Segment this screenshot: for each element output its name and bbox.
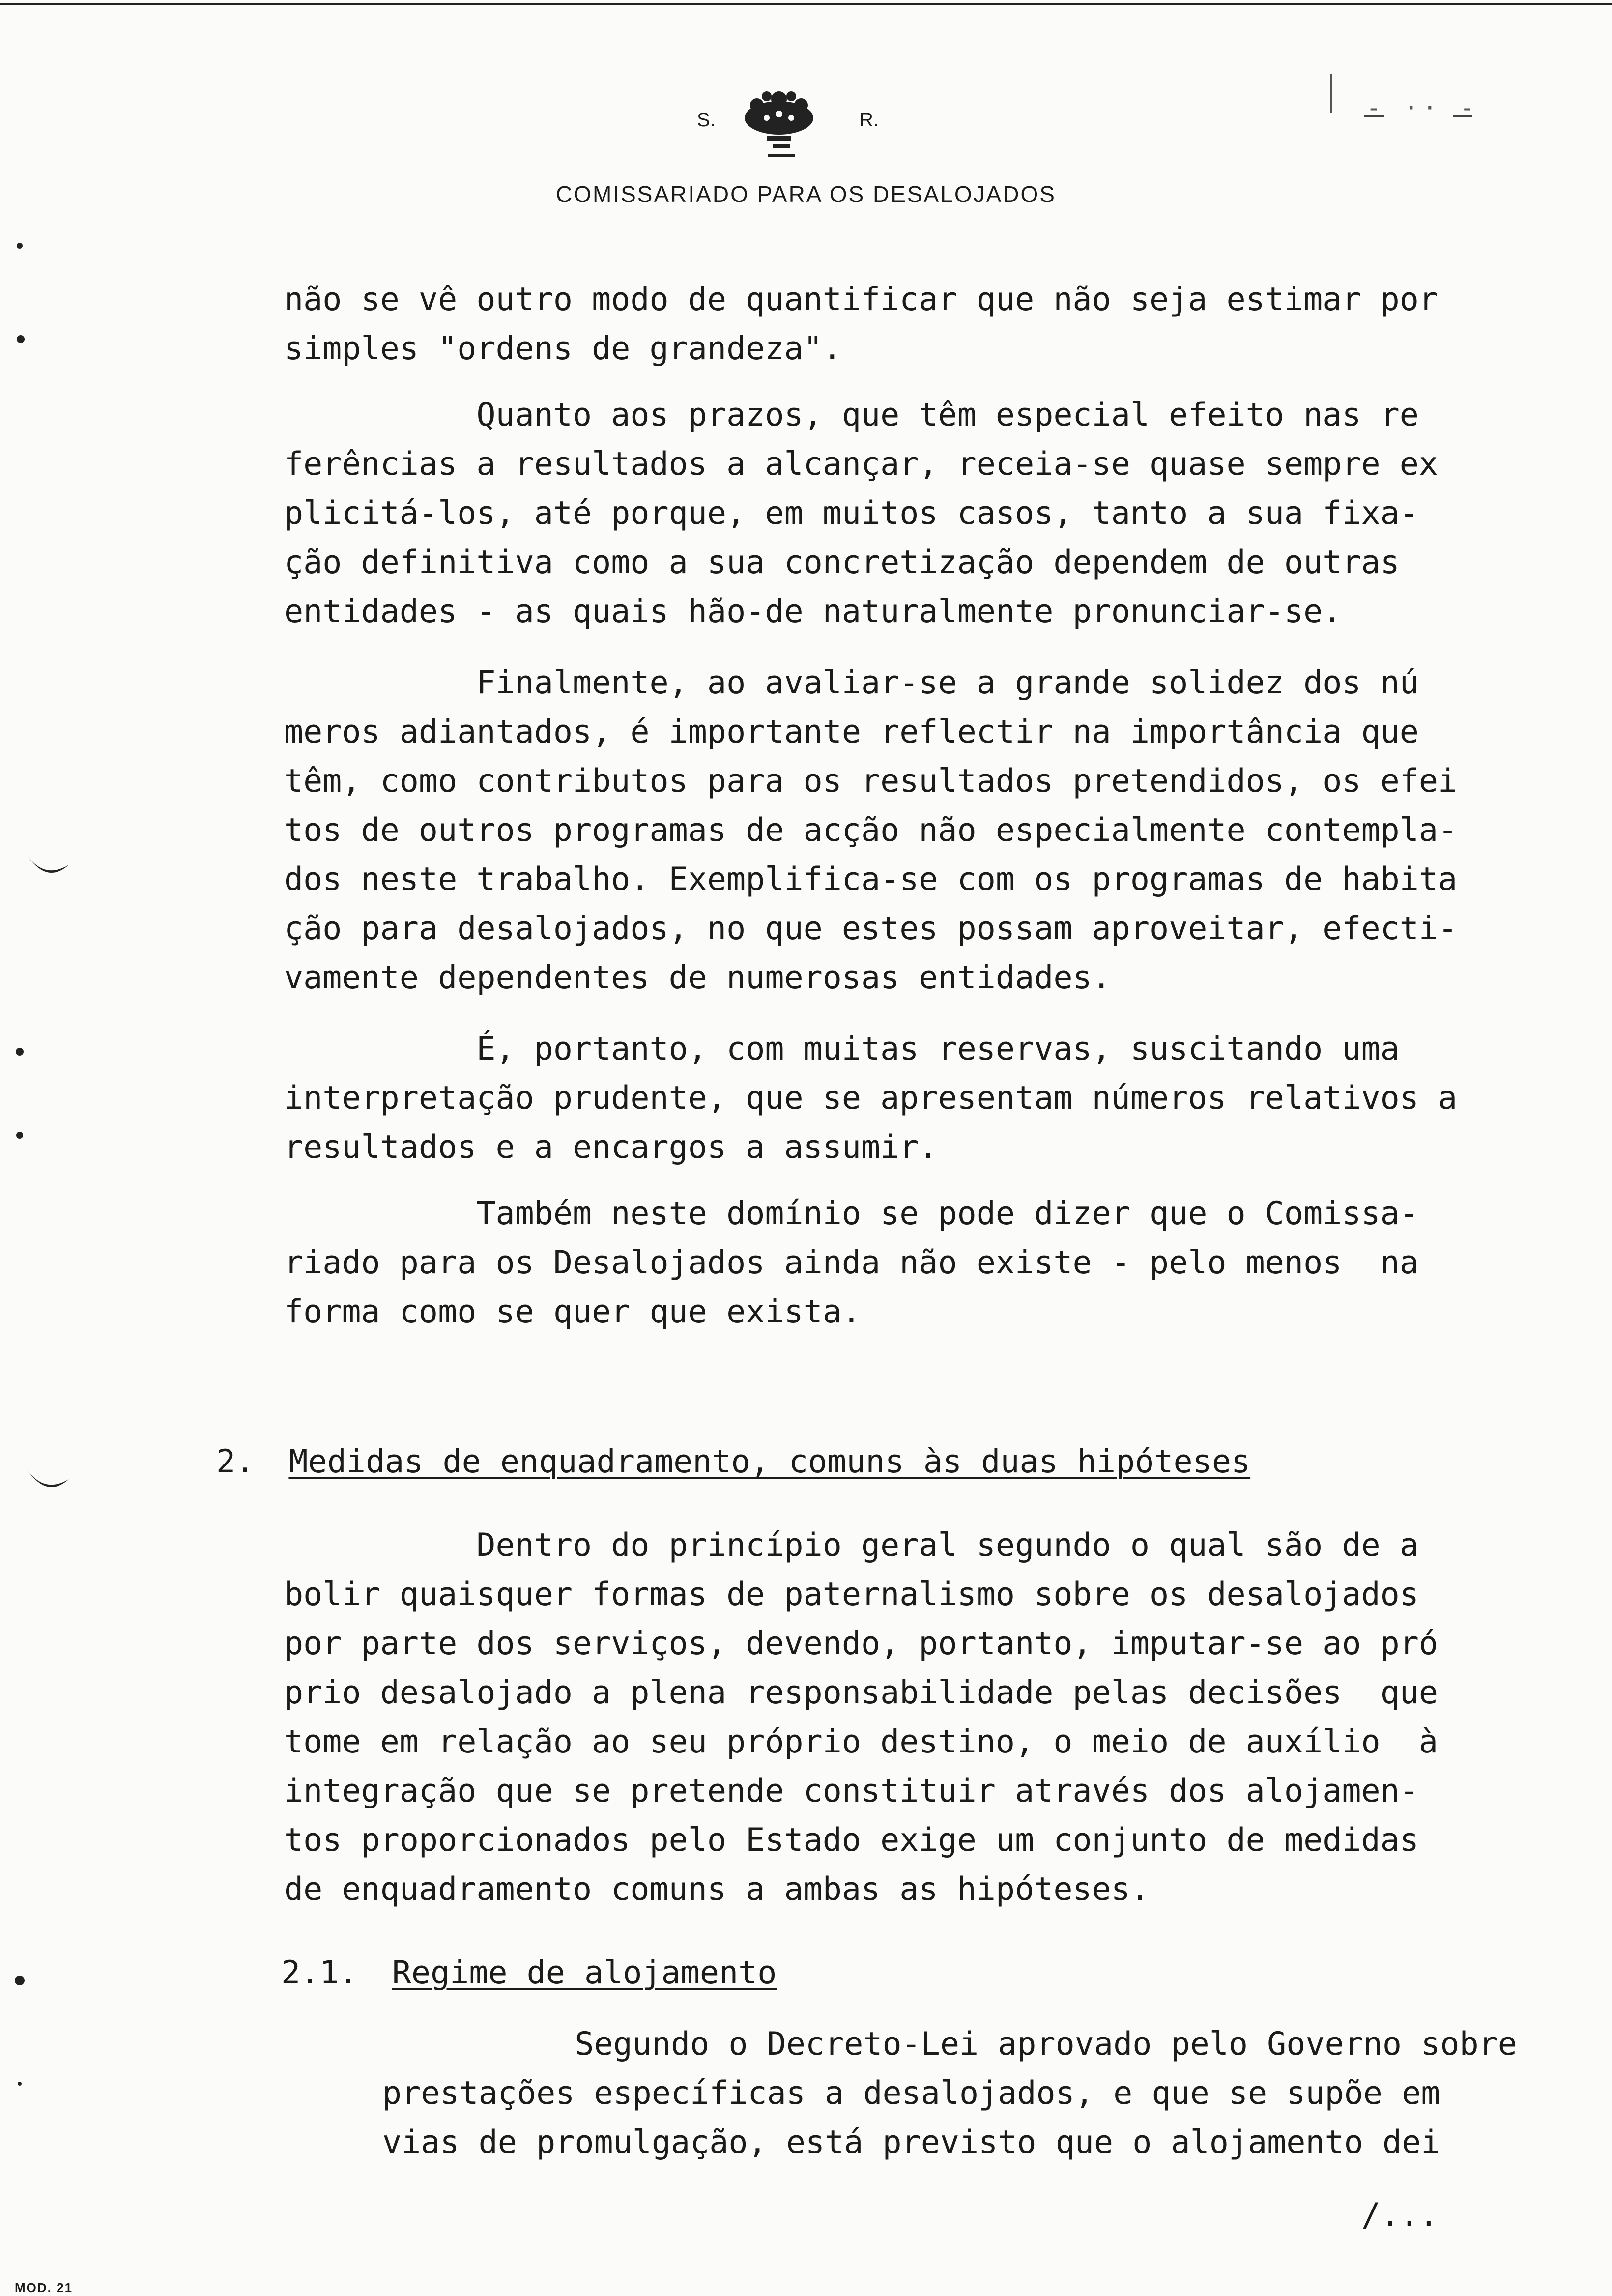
body-paragraph-2: Quanto aos prazos, que têm especial efeito nas re ferências a resultados a alcançar, receia-se quase sempre ex plicitá-los, até porque, em muitos casos, tanto a sua fixa- ção definitiva como a sua concretização dependem de outras entidades - as quais hão-de naturalmente pronunciar-se. <box>284 397 1438 630</box>
section-2-heading <box>216 1437 1250 1487</box>
header-letter-r: R. <box>859 109 879 131</box>
body-paragraph-3: Finalmente, ao avaliar-se a grande solidez dos nú meros adiantados, é importante reflectir na importância que têm, como contributos para os resultados pretendidos, os efei tos de outros programas de acção não especialmente contempla- dos neste trabalho. Exemplifica-se com os programas de habita ção para desalojados, no que estes possam aproveitar, efecti- vamente dependentes de numerosas entidades. <box>284 664 1458 996</box>
section-2-1-heading <box>281 1949 777 1998</box>
body-paragraph-5: Também neste domínio se pode dizer que o Comissa- riado para os Desalojados ainda não existe - pelo menos na forma como se quer que exista. <box>284 1195 1419 1330</box>
page-number: - ·· - <box>1366 93 1479 122</box>
section-2-1-title: Regime de alojamento <box>392 1954 777 1991</box>
form-code: MOD. 21 <box>15 2280 73 2295</box>
margin-punch-marks <box>0 0 98 2296</box>
section-2-1-number: 2.1. <box>281 1954 358 1991</box>
top-edge-line <box>0 3 1612 5</box>
section-2-number: 2. <box>216 1443 255 1480</box>
header-letter-s: S. <box>697 109 716 131</box>
section-2-1-paragraph: Segundo o Decreto-Lei aprovado pelo Governo sobre prestações específicas a desalojados, e que se supõe em vias de promulgação, está previsto que o alojamento dei <box>382 2026 1517 2161</box>
body-paragraph-4: É, portanto, com muitas reservas, suscitando uma interpretação prudente, que se apresentam números relativos a resultados e a encargos a assumir. <box>284 1031 1458 1166</box>
body-paragraph-1: não se vê outro modo de quantificar que não seja estimar por simples "ordens de grandeza". <box>284 281 1438 367</box>
section-2-paragraph: Dentro do princípio geral segundo o qual são de a bolir quaisquer formas de paternalismo sobre os desalojados por parte dos serviços, devendo, portanto, imputar-se ao pró prio desalojado a plena responsabilidade pelas decisões que tome em relação ao seu próprio destino, o meio de auxílio à integração que se pretende constituir através dos alojamen- tos proporcionados pelo Estado exige um conjunto de medidas de enquadramento comuns a ambas as hipóteses. <box>284 1527 1438 1908</box>
organization-header: COMISSARIADO PARA OS DESALOJADOS <box>556 181 1056 207</box>
coat-of-arms-emblem <box>737 88 821 167</box>
continuation-mark: /... <box>1361 2197 1439 2234</box>
section-2-title: Medidas de enquadramento, comuns às duas hipóteses <box>288 1443 1251 1480</box>
